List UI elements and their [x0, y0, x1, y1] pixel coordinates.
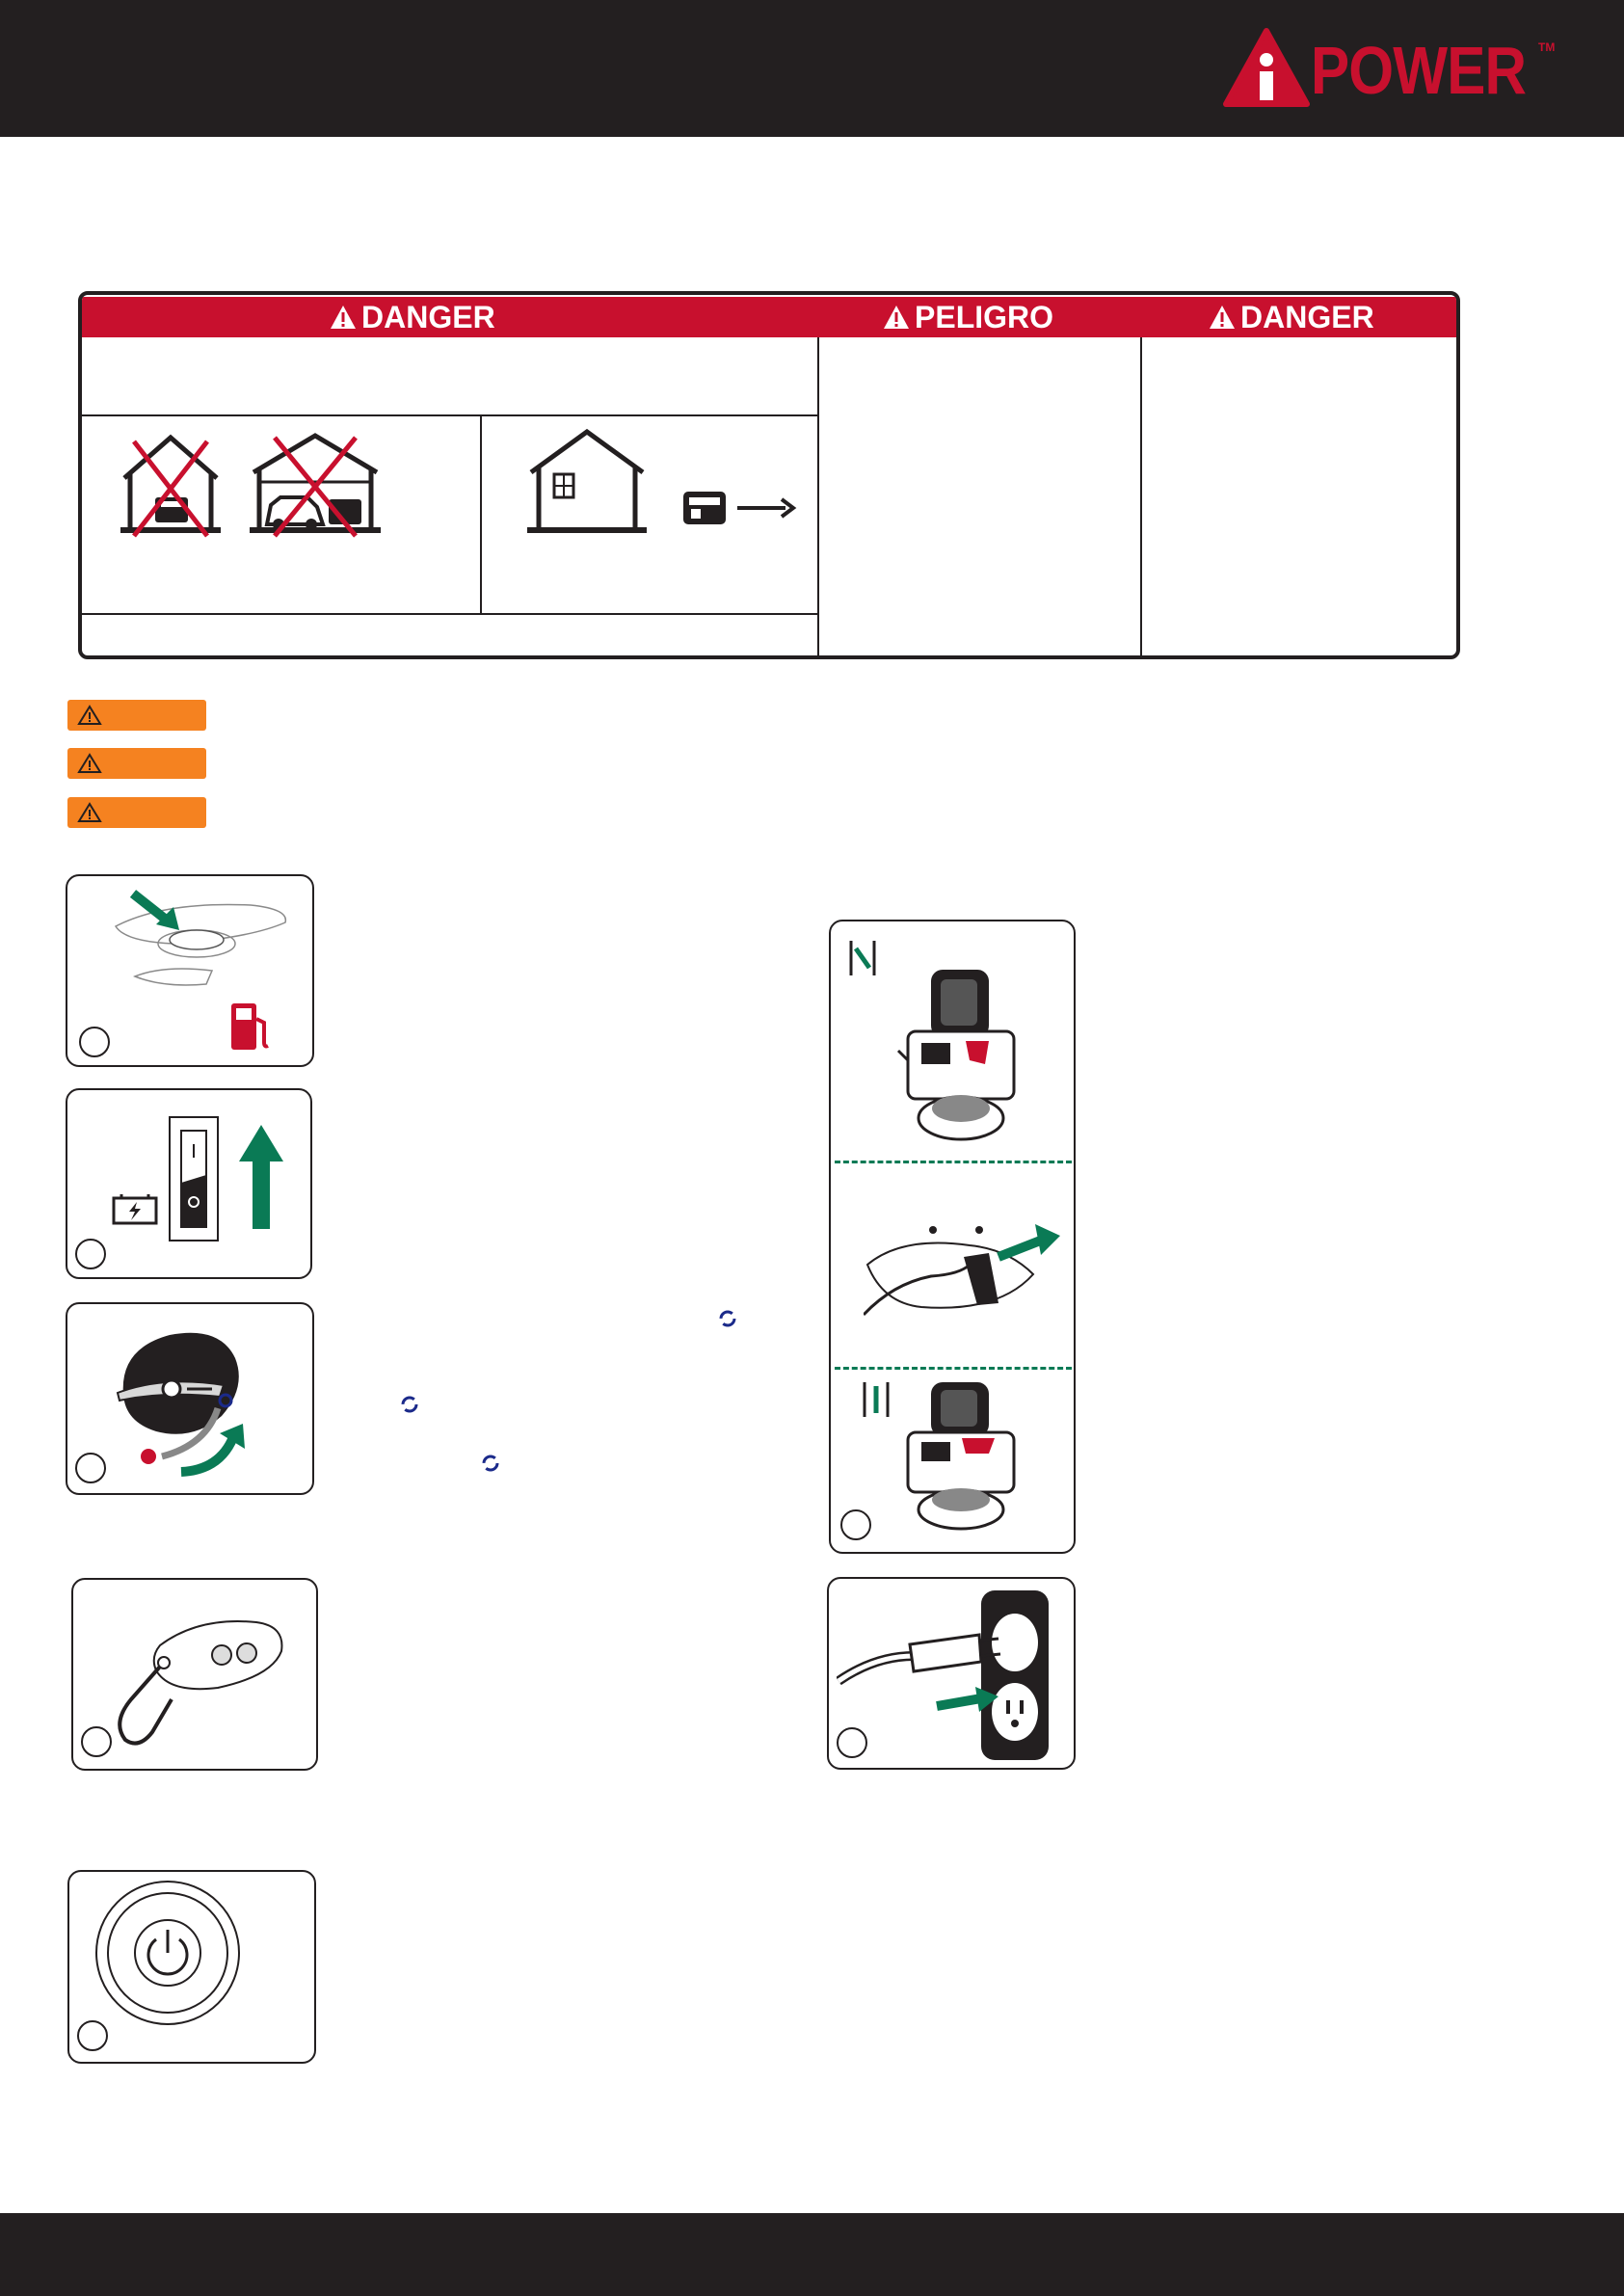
step-panel-choke-dial [66, 1302, 314, 1495]
step-number-badge [81, 1726, 112, 1757]
battery-icon [112, 1190, 158, 1225]
power-outlet-icon [837, 1589, 1066, 1762]
brand-trademark: TM [1538, 40, 1556, 54]
step-panel-remote-fob [71, 1578, 318, 1771]
column-divider [817, 337, 819, 659]
garage-generator-crossed-icon [248, 430, 383, 542]
step-panel-choke-carburetor [829, 920, 1076, 1554]
danger-header-en-label: DANGER [361, 300, 495, 334]
step-number-badge [837, 1727, 867, 1758]
warning-badge [67, 797, 206, 828]
dial-knob-icon [106, 1320, 295, 1483]
choke-closed-icon [848, 939, 877, 977]
generator-outside-arrow-icon [681, 484, 797, 532]
column-divider [480, 414, 482, 615]
danger-header-en [329, 297, 495, 337]
power-button-icon [93, 1878, 243, 2028]
danger-header-fr-label: DANGER [1240, 300, 1374, 334]
step-number-badge [77, 2020, 108, 2051]
cycle-arrows-icon [399, 1394, 420, 1415]
cycle-arrows-icon [480, 1453, 501, 1474]
section-divider [835, 1161, 1072, 1163]
brand-name: POWER [1311, 33, 1527, 108]
choke-open-icon [862, 1380, 891, 1419]
step-panel-power-button [67, 1870, 316, 2064]
house-generator-crossed-icon [117, 430, 225, 542]
fuel-cap-arrow-icon [106, 888, 299, 994]
danger-header-es [882, 297, 1053, 337]
section-divider [835, 1367, 1072, 1370]
brand-logo [1222, 27, 1559, 108]
cycle-arrows-icon [717, 1308, 738, 1329]
danger-notice-box [78, 291, 1460, 659]
warning-triangle-icon [882, 304, 911, 331]
row-divider [82, 613, 818, 615]
step-number-badge [75, 1239, 106, 1269]
step-panel-outlet-plug [827, 1577, 1076, 1770]
warning-badge [67, 700, 206, 731]
fuel-pump-icon [229, 1000, 272, 1054]
warning-triangle-icon [1208, 304, 1237, 331]
step-number-badge [79, 1027, 110, 1057]
step-number-badge [75, 1453, 106, 1483]
footer-bar [0, 2213, 1624, 2296]
warning-triangle-icon [329, 304, 358, 331]
brand-logo-mark [1222, 27, 1311, 108]
row-divider [82, 414, 818, 416]
house-icon [527, 426, 647, 540]
danger-header-es-label: PELIGRO [915, 300, 1054, 334]
warning-triangle-icon [77, 753, 102, 774]
warning-badge [67, 748, 206, 779]
rocker-switch-icon [168, 1115, 220, 1242]
warning-triangle-icon [77, 705, 102, 726]
up-arrow-icon [237, 1123, 285, 1231]
carburetor-icon [889, 1378, 1033, 1540]
step-panel-fuel-cap [66, 874, 314, 1067]
step-panel-battery-switch [66, 1088, 312, 1279]
warning-triangle-icon [77, 802, 102, 823]
key-fob-icon [102, 1607, 291, 1751]
carburetor-icon [889, 964, 1033, 1153]
column-divider [1140, 337, 1142, 659]
recoil-pull-icon [864, 1207, 1066, 1319]
step-number-badge [840, 1509, 871, 1540]
danger-header-fr [1208, 297, 1374, 337]
